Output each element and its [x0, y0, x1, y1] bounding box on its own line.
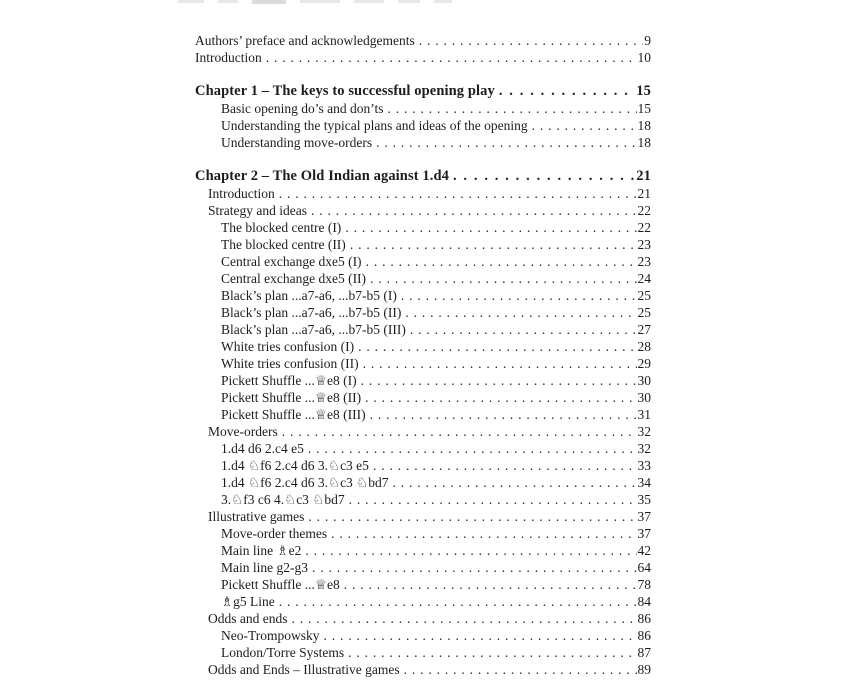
- toc-entry: [195, 508, 651, 525]
- toc-entry-page-number: 30: [637, 390, 651, 405]
- toc-entry: [195, 270, 651, 287]
- toc-entry-page-number: 29: [637, 356, 651, 371]
- toc-entry: [195, 338, 651, 355]
- toc-entry-title: Authors’ preface and acknowledgements: [195, 33, 415, 48]
- toc-entry: [195, 440, 651, 457]
- toc-entry-page-number: 27: [637, 322, 651, 337]
- dot-leader: [305, 542, 636, 559]
- toc-entry: [195, 542, 651, 559]
- toc-entry: [195, 117, 651, 134]
- toc-entry-page-number: 86: [637, 628, 651, 643]
- toc-entry: [195, 49, 651, 66]
- dot-leader: [405, 304, 636, 321]
- toc-entry-page-number: 28: [637, 339, 651, 354]
- dot-leader: [370, 406, 637, 423]
- toc-entry: [195, 185, 651, 202]
- toc-entry-title: White tries confusion (I): [221, 339, 355, 354]
- toc-entry-title: Odds and ends: [208, 611, 288, 626]
- toc-entry: [195, 134, 651, 151]
- dot-leader: [388, 100, 637, 117]
- toc-entry-page-number: 32: [637, 441, 651, 456]
- toc-entry: [195, 491, 651, 508]
- dot-leader: [404, 661, 637, 678]
- toc-entry-page-number: 87: [637, 645, 651, 660]
- toc-chapter-entry: [195, 168, 651, 185]
- toc-entry-title: Black’s plan ...a7-a6, ...b7-b5 (III): [221, 322, 406, 337]
- toc-entry-page-number: 10: [637, 50, 651, 65]
- toc-entry-page-number: 30: [637, 373, 651, 388]
- toc-entry-title: Pickett Shuffle ...♕e8 (III): [221, 407, 366, 422]
- dot-leader: [366, 253, 637, 270]
- dot-leader: [266, 49, 637, 66]
- dot-leader: [279, 185, 637, 202]
- toc-entry: [195, 627, 651, 644]
- toc-entry-title: Central exchange dxe5 (I): [221, 254, 362, 269]
- toc-entry: [195, 610, 651, 627]
- toc-entry-page-number: 22: [637, 220, 651, 235]
- toc-entry-title: Basic opening do’s and don’ts: [221, 101, 384, 116]
- toc-entry-title: Neo-Trompowsky: [221, 628, 320, 643]
- toc-entry-page-number: 35: [637, 492, 651, 507]
- toc-entry-page-number: 24: [637, 271, 651, 286]
- dot-leader: [373, 457, 637, 474]
- toc-entry-title: Illustrative games: [208, 509, 305, 524]
- toc-entry-page-number: 84: [637, 594, 651, 609]
- toc-entry-title: Chapter 1 – The keys to successful opening play: [195, 83, 495, 99]
- toc-entry-title: Pickett Shuffle ...♕e8 (II): [221, 390, 362, 405]
- dot-leader: [344, 576, 637, 593]
- toc-entry-title: Odds and Ends – Illustrative games: [208, 662, 400, 677]
- toc-entry: [195, 525, 651, 542]
- toc-entry: [195, 593, 651, 610]
- toc-entry: [195, 321, 651, 338]
- toc-entry: [195, 423, 651, 440]
- dot-leader: [345, 219, 636, 236]
- toc-entry-page-number: 37: [637, 526, 651, 541]
- toc-entry-title: 1.d4 ♘f6 2.c4 d6 3.♘c3 e5: [221, 458, 369, 473]
- dot-leader: [401, 287, 637, 304]
- toc-entry-title: 1.d4 d6 2.c4 e5: [221, 441, 304, 456]
- toc-entry-page-number: 23: [637, 254, 651, 269]
- toc-entry-page-number: 15: [636, 83, 651, 99]
- toc-entry: [195, 644, 651, 661]
- toc-entry-page-number: 42: [637, 543, 651, 558]
- toc-entry-page-number: 33: [637, 458, 651, 473]
- toc-entry: [195, 219, 651, 236]
- dot-leader: [331, 525, 636, 542]
- toc-entry-page-number: 64: [637, 560, 651, 575]
- toc-entry: [195, 661, 651, 678]
- toc-entry: [195, 253, 651, 270]
- dot-leader: [410, 321, 637, 338]
- toc-entry-page-number: 31: [637, 407, 651, 422]
- toc-entry-title: 1.d4 ♘f6 2.c4 d6 3.♘c3 ♘bd7: [221, 475, 389, 490]
- toc-entry: [195, 372, 651, 389]
- toc-entry: [195, 100, 651, 117]
- dot-leader: [393, 474, 637, 491]
- dot-leader: [361, 372, 637, 389]
- toc-entry-title: The blocked centre (I): [221, 220, 342, 235]
- toc-entry: [195, 474, 651, 491]
- toc-entry: [195, 389, 651, 406]
- toc-entry-title: Move-order themes: [221, 526, 328, 541]
- toc-entry-title: White tries confusion (II): [221, 356, 359, 371]
- toc-entry-page-number: 89: [637, 662, 651, 677]
- toc-chapter-entry: [195, 83, 651, 100]
- dot-leader: [376, 134, 636, 151]
- dot-leader: [308, 440, 637, 457]
- toc-entry-title: Main line ♗e2: [221, 543, 302, 558]
- toc-entry-title: Introduction: [195, 50, 262, 65]
- toc-entry-page-number: 25: [637, 305, 651, 320]
- dot-leader: [279, 593, 637, 610]
- toc-entry-title: Central exchange dxe5 (II): [221, 271, 367, 286]
- toc-entry-page-number: 23: [637, 237, 651, 252]
- toc-entry-page-number: 15: [637, 101, 651, 116]
- toc-entry-title: Strategy and ideas: [208, 203, 307, 218]
- toc-entry-title: Black’s plan ...a7-a6, ...b7-b5 (II): [221, 305, 402, 320]
- dot-leader: [312, 559, 637, 576]
- toc-entry: [195, 355, 651, 372]
- toc-entry-page-number: 86: [637, 611, 651, 626]
- dot-leader: [370, 270, 636, 287]
- toc-entry: [195, 236, 651, 253]
- dot-leader: [499, 83, 635, 100]
- toc-entry-page-number: 18: [637, 135, 651, 150]
- table-of-contents: [195, 32, 651, 678]
- toc-entry-page-number: 21: [637, 186, 651, 201]
- toc-entry-title: Pickett Shuffle ...♕e8: [221, 577, 340, 592]
- toc-entry-page-number: 21: [636, 168, 651, 184]
- toc-entry: [195, 287, 651, 304]
- toc-entry-page-number: 32: [637, 424, 651, 439]
- toc-entry: [195, 304, 651, 321]
- toc-entry-title: Black’s plan ...a7-a6, ...b7-b5 (I): [221, 288, 397, 303]
- toc-entry-title: ♗g5 Line: [221, 594, 275, 609]
- toc-entry-title: London/Torre Systems: [221, 645, 345, 660]
- dot-leader: [324, 627, 637, 644]
- toc-entry-title: Understanding the typical plans and ideas of the opening: [221, 118, 528, 133]
- dot-leader: [365, 389, 636, 406]
- toc-entry-title: Understanding move-orders: [221, 135, 373, 150]
- toc-entry-title: Introduction: [208, 186, 275, 201]
- toc-entry-page-number: 37: [637, 509, 651, 524]
- toc-entry-title: Main line g2-g3: [221, 560, 308, 575]
- dot-leader: [311, 202, 637, 219]
- toc-entry: [195, 576, 651, 593]
- dot-leader: [292, 610, 637, 627]
- dot-leader: [453, 168, 635, 185]
- dot-leader: [419, 32, 643, 49]
- toc-entry-title: Chapter 2 – The Old Indian against 1.d4: [195, 168, 449, 184]
- dot-leader: [358, 338, 636, 355]
- dot-leader: [532, 117, 637, 134]
- toc-entry-page-number: 18: [637, 118, 651, 133]
- toc-entry: [195, 32, 651, 49]
- toc-entry-page-number: 78: [637, 577, 651, 592]
- dot-leader: [348, 644, 636, 661]
- toc-entry: [195, 559, 651, 576]
- toc-entry-page-number: 22: [637, 203, 651, 218]
- toc-entry-page-number: 9: [644, 33, 651, 48]
- cropped-text-remnant: [178, 0, 738, 4]
- dot-leader: [308, 508, 636, 525]
- toc-entry: [195, 202, 651, 219]
- toc-entry: [195, 406, 651, 423]
- toc-entry-page-number: 34: [637, 475, 651, 490]
- toc-entry-title: The blocked centre (II): [221, 237, 346, 252]
- toc-entry-title: 3.♘f3 c6 4.♘c3 ♘bd7: [221, 492, 345, 507]
- toc-entry-title: Pickett Shuffle ...♕e8 (I): [221, 373, 357, 388]
- toc-entry-page-number: 25: [637, 288, 651, 303]
- toc-entry-title: Move-orders: [208, 424, 278, 439]
- dot-leader: [282, 423, 637, 440]
- dot-leader: [349, 491, 637, 508]
- toc-entry: [195, 457, 651, 474]
- dot-leader: [363, 355, 637, 372]
- dot-leader: [350, 236, 637, 253]
